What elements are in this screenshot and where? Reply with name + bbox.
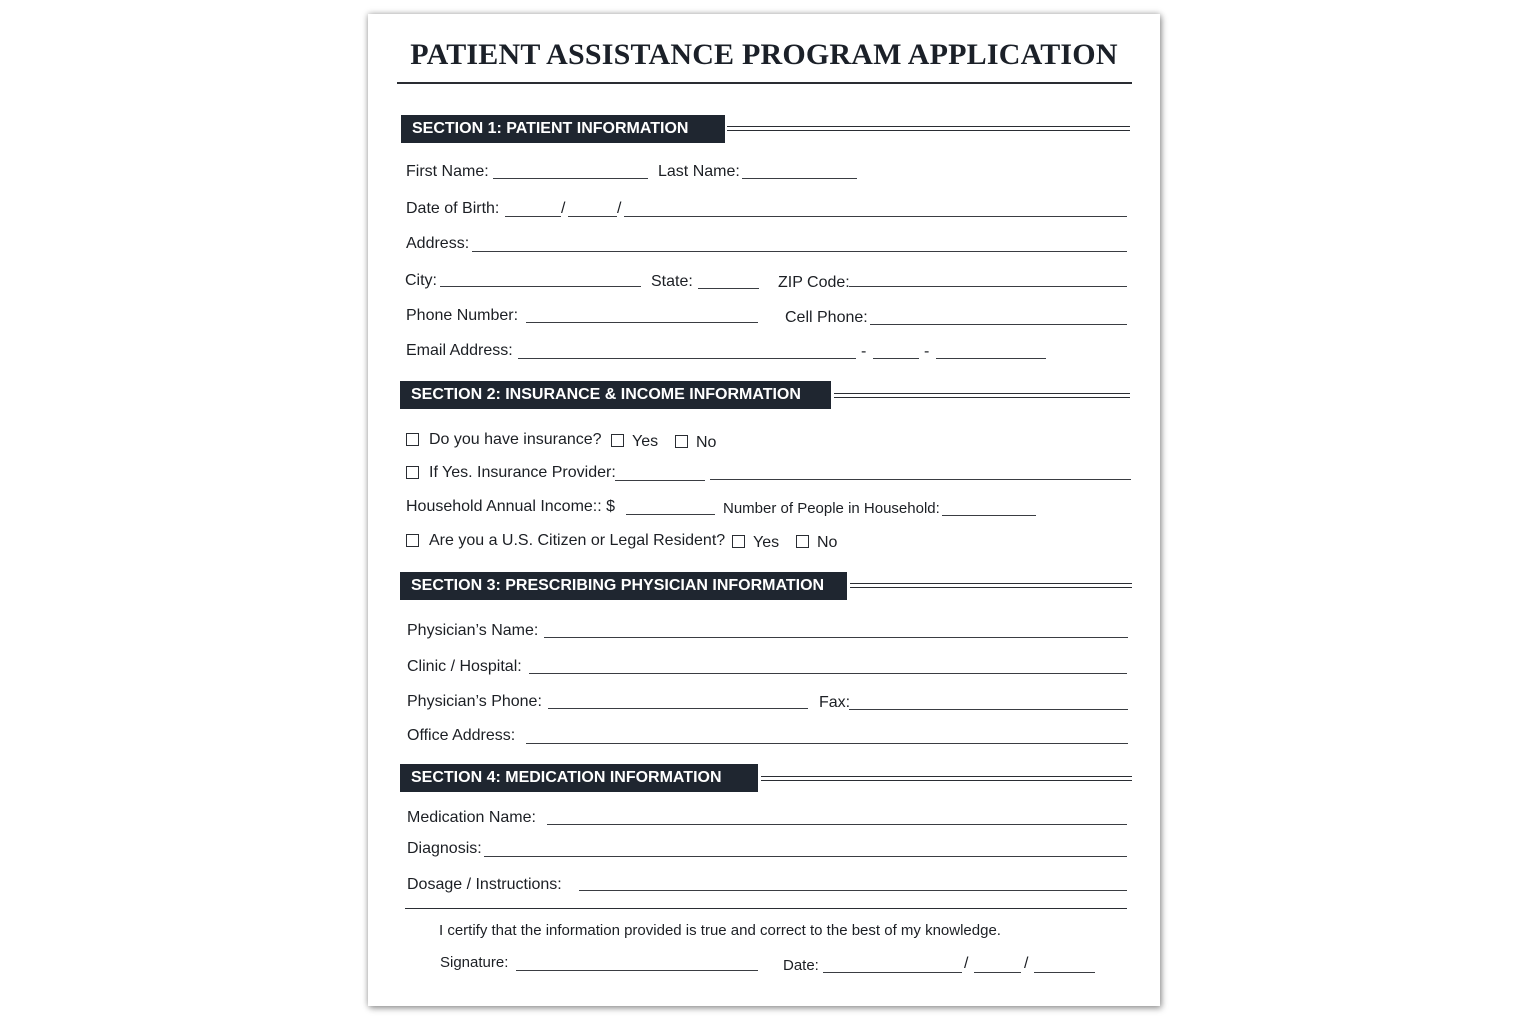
diagnosis-field[interactable] <box>484 856 1127 857</box>
email-dash-1: - <box>861 343 867 360</box>
address-field[interactable] <box>472 251 1127 252</box>
dosage-label: Dosage / Instructions: <box>407 876 562 893</box>
dosage-field[interactable] <box>579 890 1127 891</box>
zip-label: ZIP Code: <box>778 274 850 291</box>
date-label: Date: <box>783 957 819 974</box>
insurance-yes-label: Yes <box>632 433 659 450</box>
footer-rule <box>405 908 1127 909</box>
signature-date-slash-2: / <box>1024 955 1029 972</box>
insurance-provider-label: If Yes. Insurance Provider: <box>429 464 616 481</box>
section-2-double-rule <box>834 393 1130 398</box>
email-field[interactable] <box>518 358 856 359</box>
physician-name-field[interactable] <box>544 637 1128 638</box>
email-label: Email Address: <box>406 342 513 359</box>
last-name-label: Last Name: <box>658 163 740 180</box>
medication-name-field[interactable] <box>547 824 1127 825</box>
section-2-heading: SECTION 2: INSURANCE & INCOME INFORMATION <box>400 381 831 409</box>
signature-date-month-field[interactable] <box>823 972 962 973</box>
phone-label: Phone Number: <box>406 307 519 324</box>
medication-name-label: Medication Name: <box>407 809 536 826</box>
cell-label: Cell Phone: <box>785 309 868 326</box>
office-address-field[interactable] <box>526 743 1128 744</box>
household-income-field[interactable] <box>626 514 715 515</box>
physician-name-label: Physician’s Name: <box>407 622 539 639</box>
insurance-no-checkbox[interactable] <box>675 435 688 448</box>
last-name-field[interactable] <box>742 178 857 179</box>
dob-year-field[interactable] <box>624 216 1127 217</box>
citizen-yes-checkbox[interactable] <box>732 535 745 548</box>
insurance-question-checkbox[interactable] <box>406 433 419 446</box>
application-form-page <box>368 14 1160 1006</box>
household-people-field[interactable] <box>942 515 1036 516</box>
state-label: State: <box>651 273 693 290</box>
dob-slash-1: / <box>561 200 566 217</box>
email-part-2-field[interactable] <box>873 358 919 359</box>
form-title: PATIENT ASSISTANCE PROGRAM APPLICATION <box>410 38 1118 71</box>
city-label: City: <box>405 272 437 289</box>
insurance-provider-checkbox[interactable] <box>406 466 419 479</box>
citizen-no-checkbox[interactable] <box>796 535 809 548</box>
signature-label: Signature: <box>440 954 509 971</box>
section-1-heading: SECTION 1: PATIENT INFORMATION <box>401 115 725 143</box>
insurance-yes-checkbox[interactable] <box>611 434 624 447</box>
signature-date-year-field[interactable] <box>1034 972 1095 973</box>
citizen-yes-label: Yes <box>753 534 780 551</box>
phone-field[interactable] <box>526 322 758 323</box>
citizen-question-checkbox[interactable] <box>406 534 419 547</box>
insurance-question-label: Do you have insurance? <box>429 431 602 448</box>
insurance-provider-field-2[interactable] <box>710 479 1131 480</box>
section-4-double-rule <box>761 776 1132 781</box>
dob-day-field[interactable] <box>568 216 617 217</box>
physician-phone-label: Physician’s Phone: <box>407 693 542 710</box>
dob-label: Date of Birth: <box>406 200 500 217</box>
insurance-no-label: No <box>696 434 717 451</box>
cell-field[interactable] <box>870 324 1127 325</box>
email-part-3-field[interactable] <box>936 358 1046 359</box>
citizen-no-label: No <box>817 534 838 551</box>
fax-label: Fax: <box>819 694 851 711</box>
address-label: Address: <box>406 235 470 252</box>
state-field[interactable] <box>698 288 759 289</box>
first-name-label: First Name: <box>406 163 489 180</box>
title-rule <box>397 82 1132 84</box>
section-3-double-rule <box>850 583 1132 588</box>
section-1-double-rule <box>727 126 1130 131</box>
citizen-question-label: Are you a U.S. Citizen or Legal Resident? <box>429 532 726 549</box>
signature-date-day-field[interactable] <box>974 972 1021 973</box>
diagnosis-label: Diagnosis: <box>407 840 482 857</box>
household-people-label: Number of People in Household: <box>723 500 940 517</box>
first-name-field[interactable] <box>493 178 648 179</box>
dob-month-field[interactable] <box>505 216 561 217</box>
household-income-label: Household Annual Income:: $ <box>406 498 616 515</box>
insurance-provider-field-1[interactable] <box>615 480 705 481</box>
clinic-field[interactable] <box>529 673 1127 674</box>
physician-phone-field[interactable] <box>548 708 808 709</box>
clinic-label: Clinic / Hospital: <box>407 658 522 675</box>
dob-slash-2: / <box>617 200 622 217</box>
section-3-heading: SECTION 3: PRESCRIBING PHYSICIAN INFORMATION <box>400 572 847 600</box>
fax-field[interactable] <box>849 709 1128 710</box>
zip-field[interactable] <box>849 286 1127 287</box>
section-4-heading: SECTION 4: MEDICATION INFORMATION <box>400 764 758 792</box>
signature-date-slash-1: / <box>964 955 969 972</box>
email-dash-2: - <box>924 343 930 360</box>
signature-field[interactable] <box>516 970 758 971</box>
city-field[interactable] <box>440 286 641 287</box>
certification-statement: I certify that the information provided is true and correct to the best of my knowledge. <box>439 922 1001 939</box>
office-address-label: Office Address: <box>407 727 516 744</box>
